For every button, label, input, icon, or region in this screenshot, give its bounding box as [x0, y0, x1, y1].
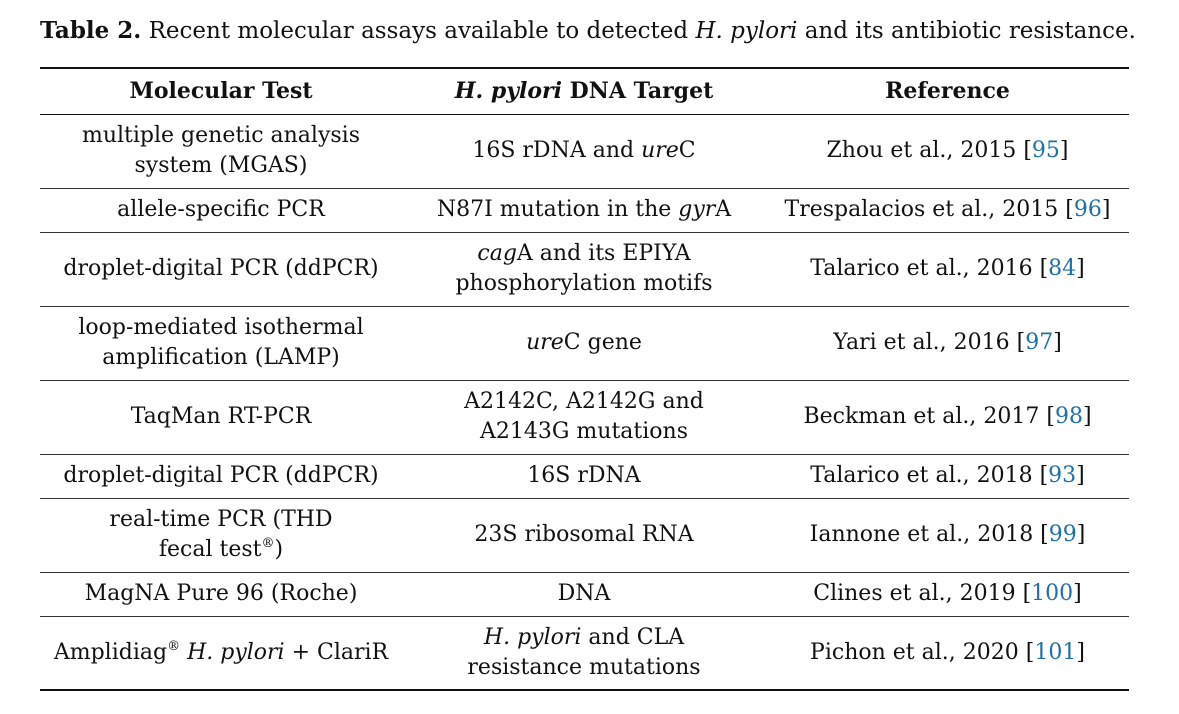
- target-line1: A2142C, A2142G and: [464, 389, 704, 414]
- cell-target: [402, 114, 766, 188]
- cell-reference: Yari et al., 2016 [97]: [833, 330, 1062, 355]
- citation-link[interactable]: 93: [1048, 463, 1077, 488]
- cell-reference: Talarico et al., 2016 [84]: [810, 256, 1085, 281]
- reference-text: Zhou et al., 2015: [826, 138, 1017, 163]
- cell-reference: Beckman et al., 2017 [98]: [803, 404, 1092, 429]
- target-italic: cag: [477, 241, 517, 266]
- test-line2: amplification (LAMP): [102, 345, 340, 370]
- cell-reference: Pichon et al., 2020 [101]: [810, 639, 1085, 665]
- cell-reference: Zhou et al., 2015 [95]: [826, 138, 1069, 163]
- registered-mark: ®: [167, 638, 181, 654]
- reference-text: Clines et al., 2019: [813, 581, 1016, 606]
- header-dna-target-italic: H. pylori: [454, 78, 562, 105]
- table-row: [40, 188, 1129, 232]
- reference-text: Iannone et al., 2018: [809, 522, 1034, 547]
- table-row: [40, 232, 1129, 306]
- cell-reference: Trespalacios et al., 2015 [96]: [784, 197, 1111, 222]
- cell-test: TaqMan RT-PCR: [130, 404, 312, 429]
- test-part: + ClariR: [291, 639, 389, 665]
- citation-link[interactable]: 99: [1048, 522, 1077, 547]
- citation-link[interactable]: 100: [1031, 581, 1074, 606]
- cell-target: [402, 380, 766, 454]
- citation-link[interactable]: 84: [1048, 256, 1077, 281]
- cell-test: [40, 114, 402, 188]
- citation-link[interactable]: 98: [1054, 404, 1083, 429]
- test-close: ): [274, 537, 284, 562]
- table-row: [40, 572, 1129, 616]
- target-italic: gyr: [678, 197, 716, 222]
- test-italic: H. pylori: [187, 639, 285, 665]
- target-italic: ure: [526, 330, 564, 355]
- table-row: [40, 380, 1129, 454]
- reference-text: Beckman et al., 2017: [803, 404, 1040, 429]
- cell-test: [40, 616, 402, 690]
- target-line1: A and its EPIYA: [516, 241, 691, 266]
- reference-text: Talarico et al., 2016: [810, 256, 1033, 281]
- caption-text-italic: H. pylori: [695, 18, 798, 44]
- target-part: N87I mutation in the: [436, 197, 679, 222]
- cell-target: DNA: [557, 581, 611, 606]
- reference-text: Yari et al., 2016: [833, 330, 1010, 355]
- cell-test: [40, 498, 402, 572]
- target-line1: and CLA: [581, 624, 685, 650]
- table-label: Table 2.: [40, 17, 142, 44]
- target-line2: A2143G mutations: [479, 419, 688, 444]
- caption-text-after: and its antibiotic resistance.: [797, 18, 1136, 44]
- target-part: C gene: [563, 330, 642, 355]
- target-line2: phosphorylation motifs: [455, 271, 713, 296]
- table-row: [40, 114, 1129, 188]
- reference-text: Pichon et al., 2020: [810, 639, 1019, 665]
- test-part: Amplidiag: [53, 639, 168, 665]
- target-part: C: [678, 138, 696, 163]
- registered-mark: ®: [261, 536, 275, 551]
- cell-target: 23S ribosomal RNA: [474, 522, 694, 547]
- cell-test: droplet-digital PCR (ddPCR): [63, 256, 379, 281]
- table-row: [40, 454, 1129, 498]
- table-caption: [40, 14, 1140, 48]
- assays-table: [40, 67, 1129, 691]
- table-row: [40, 616, 1129, 690]
- test-line1: multiple genetic analysis: [81, 123, 361, 148]
- target-part: 16S rDNA and: [472, 138, 642, 163]
- header-dna-target: [402, 68, 766, 114]
- target-italic: ure: [641, 138, 679, 163]
- reference-text: Talarico et al., 2018: [810, 463, 1033, 488]
- cell-reference: Clines et al., 2019 [100]: [813, 581, 1082, 606]
- cell-reference: Iannone et al., 2018 [99]: [809, 522, 1086, 547]
- test-line1: real-time PCR (THD: [109, 507, 333, 532]
- citation-link[interactable]: 97: [1025, 330, 1054, 355]
- cell-test: [40, 306, 402, 380]
- cell-test: droplet-digital PCR (ddPCR): [63, 463, 379, 488]
- target-italic: H. pylori: [483, 624, 582, 650]
- citation-link[interactable]: 101: [1034, 639, 1077, 665]
- header-dna-target-rest: DNA Target: [562, 78, 714, 105]
- cell-target: [402, 232, 766, 306]
- target-line2: resistance mutations: [467, 654, 701, 680]
- target-part: A: [715, 197, 732, 222]
- test-line2: system (MGAS): [134, 153, 308, 178]
- header-reference: Reference: [885, 78, 1010, 105]
- reference-text: Trespalacios et al., 2015: [784, 197, 1059, 222]
- table-row: [40, 498, 1129, 572]
- cell-target: 16S rDNA: [527, 463, 641, 488]
- test-line1: loop-mediated isothermal: [78, 315, 364, 340]
- cell-reference: Talarico et al., 2018 [93]: [810, 463, 1085, 488]
- cell-target: [402, 188, 766, 232]
- table-row: [40, 306, 1129, 380]
- table-header-row: [40, 68, 1129, 114]
- cell-test: allele-specific PCR: [117, 197, 325, 222]
- caption-text-before: Recent molecular assays available to detected: [141, 18, 696, 44]
- citation-link[interactable]: 96: [1073, 197, 1102, 222]
- citation-link[interactable]: 95: [1031, 138, 1060, 163]
- header-molecular-test: Molecular Test: [129, 78, 313, 105]
- cell-test: MagNA Pure 96 (Roche): [84, 581, 358, 606]
- cell-target: [402, 616, 766, 690]
- test-line2: fecal test: [158, 537, 262, 562]
- cell-target: [402, 306, 766, 380]
